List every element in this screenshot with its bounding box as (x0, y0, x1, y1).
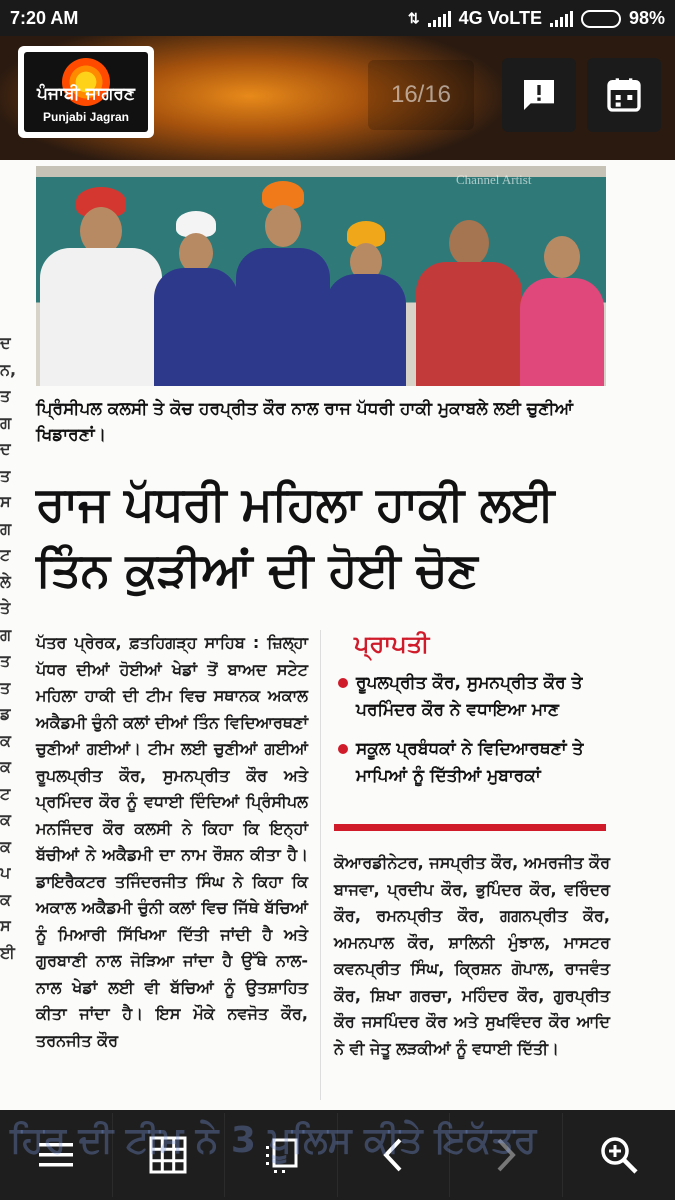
logo-title: ਪੰਜਾਬੀ ਜਾਗਰਣ (37, 84, 135, 104)
grid-view-button[interactable] (113, 1113, 226, 1197)
previous-icon (378, 1136, 408, 1174)
zoom-in-icon (599, 1135, 639, 1175)
calendar-icon (604, 75, 644, 115)
photo-caption: ਪ੍ਰਿੰਸੀਪਲ ਕਲਸੀ ਤੇ ਕੋਚ ਹਰਪ੍ਰੀਤ ਕੌਰ ਨਾਲ ਰਾਜ ਪੱਧਰੀ ਹਾਕੀ ਮੁਕਾਬਲੇ ਲਈ ਚੁਣੀਆਂ ਖਿਡਾਰਣਾਂ। (36, 399, 573, 445)
highlight-label: ਪ੍ਰਾਪਤੀ (354, 630, 430, 658)
column-divider (320, 630, 321, 1100)
logo-mark (24, 52, 148, 132)
photo-person (236, 181, 330, 386)
logo-subtitle: Punjabi Jagran (42, 110, 130, 124)
publisher-logo[interactable] (18, 46, 154, 138)
next-page-button[interactable] (450, 1113, 563, 1197)
photo-board-text: Channel Artist (456, 172, 532, 187)
next-icon (491, 1136, 521, 1174)
toolbar-overlay-text: ਹਿਰ ਦੀ ਟੀਮ ਨੇ 3 ਪੂਲਿਸ ਕੀਤੇ ਇਕੱਤਰ (10, 1120, 537, 1161)
status-time: 7:20 AM (10, 8, 79, 28)
network-label: 4G VoLTE (458, 8, 542, 28)
highlight-bullet: ਰੂਪਲਪ੍ਰੀਤ ਕੌਰ, ਸੁਮਨਪ੍ਰੀਤ ਕੌਰ ਤੇ ਪਰਮਿੰਦਰ ਕੌਰ ਨੇ ਵਧਾਇਆ ਮਾਣ (334, 670, 606, 724)
signal-icon (428, 11, 451, 27)
article-body-left (36, 630, 308, 1054)
highlight-box (334, 630, 606, 790)
app-header (0, 36, 675, 160)
sun-icon (62, 58, 110, 82)
article-dateline: ਪੱਤਰ ਪ੍ਰੇਰਕ, ਫ਼ਤਹਿਗੜ੍ਹ ਸਾਹਿਬ (36, 633, 245, 652)
signal-2-icon (550, 11, 573, 27)
article-body-right: ਕੋਆਰਡੀਨੇਟਰ, ਜਸਪ੍ਰੀਤ ਕੌਰ, ਅਮਰਜੀਤ ਕੌਰ ਬਾਜਵਾ, ਪ੍ਰਦੀਪ ਕੌਰ, ਭੁਪਿੰਦਰ ਕੌਰ, ਵਰਿੰਦਰ ਕੌਰ, ਰਮਨਪ੍ਰੀਤ ਕੌਰ, ਗਗਨਪ੍ਰੀਤ ਕੌਰ, ਅਮਨਪਾਲ ਕੌਰ, ਸ਼ਾਲਿਨੀ ਮੁੰਝਾਲ, ਮਾਸਟਰ ਕਵਨਪ੍ਰੀਤ ਸਿੰਘ, ਕ੍ਰਿਸ਼ਨ ਗੋਪਾਲ, ਰਾਜਵੰਤ ਕੌਰ, ਸ਼ਿਖਾ ਗਰਚਾ, ਮਹਿੰਦਰ ਕੌਰ, ਗੁਰਪ੍ਰੀਤ ਕੌਰ ਜਸਪਿੰਦਰ ਕੌਰ ਅਤੇ ਸੁਖਵਿੰਦਰ ਕੌਰ ਆਦਿ ਨੇ ਵੀ ਜੇਤੂ ਲੜਕੀਆਂ ਨੂੰ ਵਧਾਈ ਦਿੱਤੀ। (334, 853, 610, 1058)
article-headline (36, 472, 616, 604)
report-button[interactable] (502, 58, 576, 132)
photo-person (416, 218, 522, 386)
photo-person (326, 221, 406, 386)
zoom-in-button[interactable] (563, 1113, 675, 1197)
left-column-fragment: ਦ ਨ, ਤ ਗ ਦ ਤ ਸ ਗ ਟ ਲੇ ਤੇ ਗ ਤ ਤ ਡ ਕ ਕ ਟ ਕ ਕ ਪ ਕ ਸ ਈ (0, 333, 17, 962)
previous-page-button[interactable] (338, 1113, 451, 1197)
photo-person (520, 236, 604, 386)
bottom-toolbar (0, 1110, 675, 1200)
headline-line-1: ਰਾਜ ਪੱਧਰੀ ਮਹਿਲਾ ਹਾਕੀ ਲਈ (36, 477, 554, 532)
photo-person (40, 181, 162, 386)
menu-button[interactable] (0, 1113, 113, 1197)
status-icons (408, 8, 665, 29)
page-counter: 16/16 (368, 60, 474, 130)
headline-line-2: ਤਿੰਨ ਕੁੜੀਆਂ ਦੀ ਹੋਈ ਚੋਣ (36, 543, 478, 598)
report-icon (519, 75, 559, 115)
highlight-rule (334, 824, 606, 831)
grid-icon (149, 1136, 187, 1174)
photo-person (154, 211, 238, 386)
page-select-icon (262, 1136, 300, 1174)
menu-icon (37, 1140, 75, 1170)
article-photo (36, 166, 606, 386)
calendar-button[interactable] (587, 58, 661, 132)
battery-icon (581, 10, 621, 28)
data-arrows-icon: ⇅ (407, 10, 420, 26)
highlight-bullet: ਸਕੂਲ ਪ੍ਰਬੰਧਕਾਂ ਨੇ ਵਿਦਿਆਰਥਣਾਂ ਤੇ ਮਾਪਿਆਂ ਨੂੰ ਦਿੱਤੀਆਂ ਮੁਬਾਰਕਾਂ (334, 736, 606, 790)
newspaper-page[interactable] (0, 160, 675, 1110)
article-body-text: : ਜ਼ਿਲ੍ਹਾ ਪੱਧਰ ਦੀਆਂ ਹੋਈਆਂ ਖੇਡਾਂ ਤੋਂ ਬਾਅਦ ਸਟੇਟ ਮਹਿਲਾ ਹਾਕੀ ਦੀ ਟੀਮ ਵਿਚ ਸਥਾਨਕ ਅਕਾਲ ਅਕੈਡਮੀ ਚੁੰਨੀ ਕਲਾਂ ਦੀਆਂ ਤਿੰਨ ਵਿਦਿਆਰਥਣਾਂ ਚੁਣੀਆਂ ਗਈਆਂ। ਟੀਮ ਲਈ ਚੁਣੀਆਂ ਗਈਆਂ ਰੂਪਲਪ੍ਰੀਤ ਕੌਰ, ਸੁਮਨਪ੍ਰੀਤ ਕੌਰ ਅਤੇ ਪ੍ਰਮਿੰਦਰ ਕੌਰ ਨੂੰ ਵਧਾਈ ਦਿੰਦਿਆਂ ਪ੍ਰਿੰਸੀਪਲ ਮਨਜਿੰਦਰ ਕੌਰ ਕਲਸੀ ਨੇ ਕਿਹਾ ਕਿ ਇਨ੍ਹਾਂ ਬੱਚੀਆਂ ਨੇ ਅਕੈਡਮੀ ਦਾ ਨਾਮ ਰੌਸ਼ਨ ਕੀਤਾ ਹੈ। ਡਾਇਰੈਕਟਰ ਤਜਿੰਦਰਜੀਤ ਸਿੰਘ ਨੇ ਕਿਹਾ ਕਿ ਅਕਾਲ ਅਕੈਡਮੀ ਚੁੰਨੀ ਕਲਾਂ ਵਿਚ ਜਿੱਥੇ ਬੱਚਿਆਂ ਨੂੰ ਮਿਆਰੀ ਸਿੱਖਿਆ ਦਿੱਤੀ ਜਾਂਦੀ ਹੈ ਅਤੇ ਗੁਰਬਾਣੀ ਨਾਲ ਜੋੜਿਆ ਜਾਂਦਾ ਹੈ ਉੱਥੇ ਨਾਲ-ਨਾਲ ਖੇਡਾਂ ਲਈ ਵੀ ਬੱਚਿਆਂ ਨੂੰ ਉਤਸ਼ਾਹਿਤ ਕੀਤਾ ਜਾਂਦਾ ਹੈ। ਇਸ ਮੌਕੇ ਨਵਜੋਤ ਕੌਰ, ਤਰਨਜੀਤ ਕੌਰ (36, 633, 308, 1050)
battery-percent: 98% (628, 8, 665, 28)
page-select-button[interactable] (225, 1113, 338, 1197)
status-bar (0, 0, 675, 36)
